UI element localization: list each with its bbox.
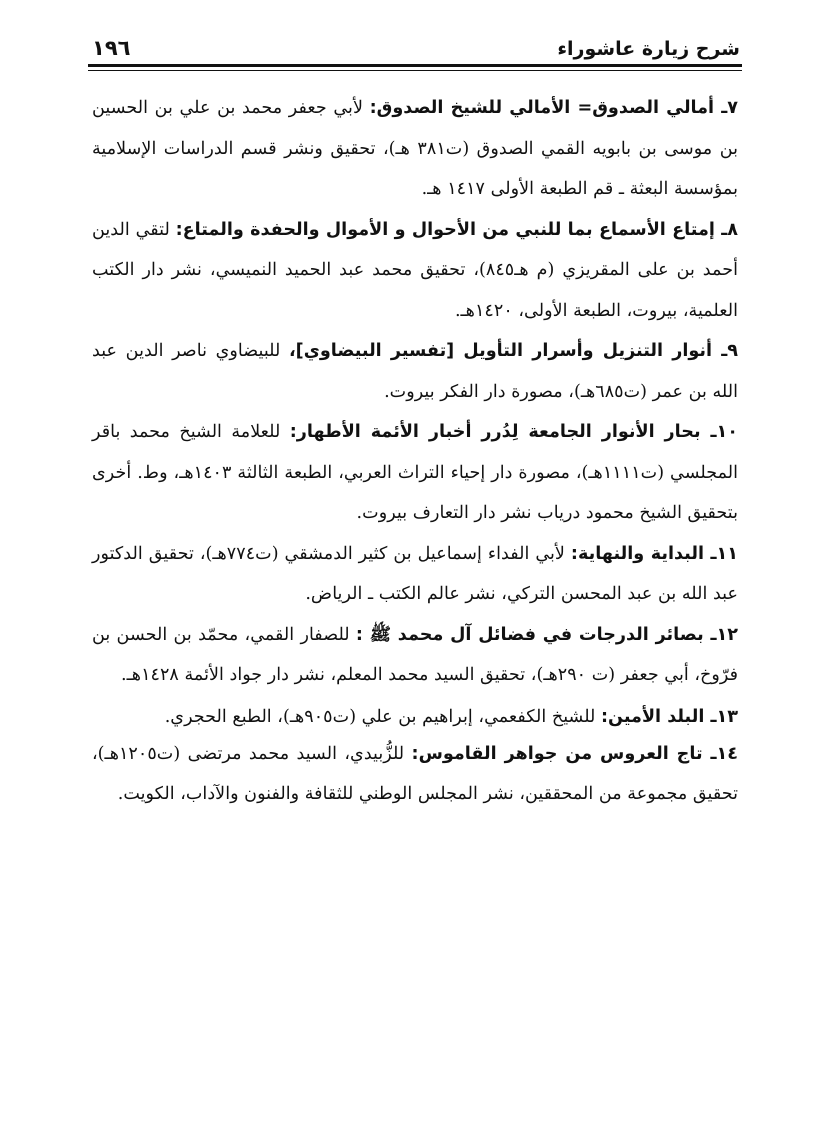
bibliography-entry-9 [92,331,738,412]
bibliography-entry-11 [92,534,738,615]
entry-text: لأبي الفداء إسماعيل بن كثير الدمشقي (ت٧٧٤هـ)، تحقيق الدكتور عبد الله بن عبد المحسن التركي، نشر عالم الكتب ـ الرياض. [92,543,738,604]
page-header [92,28,740,60]
entry-title: ١٣ـ البلد الأمين: [601,706,738,727]
bibliography-entry-8 [92,210,738,332]
bibliography-entry-13 [92,700,738,734]
bibliography-entry-14 [92,734,738,815]
page-number: ١٩٦ [92,36,131,60]
header-rule-thin [88,70,742,71]
entry-text: لتقي الدين أحمد بن على المقريزي (م هـ٨٤٥)، تحقيق محمد عبد الحميد النميسي، نشر دار الكتب العلمية، بيروت، الطبعة الأولى، ١٤٢٠هـ. [92,219,738,321]
entry-title: ٩ـ أنوار التنزيل وأسرار التأويل [تفسير البيضاوي]، [288,341,738,361]
running-title: شرح زيارة عاشوراء [557,38,740,60]
bibliography-list [92,88,738,815]
bibliography-entry-7 [92,88,738,210]
entry-title: ١٢ـ بصائر الدرجات في فضائل آل محمد ﷺ : [355,624,738,645]
entry-text: للصفار القمي، محمّد بن الحسن بن فرّوخ، أبي جعفر (ت ٢٩٠هـ)، تحقيق السيد محمد المعلم، نشر دار جواد الأئمة ١٤٢٨هـ. [92,624,738,685]
entry-text: لأبي جعفر محمد بن علي بن الحسين بن موسى بن بابويه القمي الصدوق (ت٣٨١ هـ)، تحقيق ونشر قسم الدراسات الإسلامية بمؤسسة البعثة ـ قم الطبعة الأولى ١٤١٧ هـ. [92,98,738,199]
entry-text: للبيضاوي ناصر الدين عبد الله بن عمر (ت٦٨٥هـ)، مصورة دار الفكر بيروت. [92,341,738,402]
entry-text: للعلامة الشيخ محمد باقر المجلسي (ت١١١١هـ)، مصورة دار إحياء التراث العربي، الطبعة الثالثة ١٤٠٣هـ، وط. أخرى بتحقيق الشيخ محمود درياب نشر دار التعارف بيروت. [92,422,739,523]
entry-title: ١١ـ البداية والنهاية: [570,543,738,564]
entry-text: للزُّبيدي، السيد محمد مرتضى (ت١٢٠٥هـ)، تحقيق مجموعة من المحققين، نشر المجلس الوطني للثقافة والفنون والآداب، الكويت. [92,743,738,804]
bibliography-entry-12 [92,615,738,696]
header-rule-thick [88,64,742,67]
entry-text: للشيخ الكفعمي، إبراهيم بن علي (ت٩٠٥هـ)، الطبع الحجري. [164,706,601,727]
entry-title: ٧ـ أمالي الصدوق= الأمالي للشيخ الصدوق: [369,98,738,118]
entry-title: ١٠ـ بحار الأنوار الجامعة لِدُرر أخبار الأئمة الأطهار: [289,422,738,442]
entry-title: ٨ـ إمتاع الأسماع بما للنبي من الأحوال و الأموال والحفدة والمتاع: [175,219,738,240]
entry-title: ١٤ـ تاج العروس من جواهر القاموس: [411,743,738,764]
bibliography-entry-10 [92,412,738,534]
